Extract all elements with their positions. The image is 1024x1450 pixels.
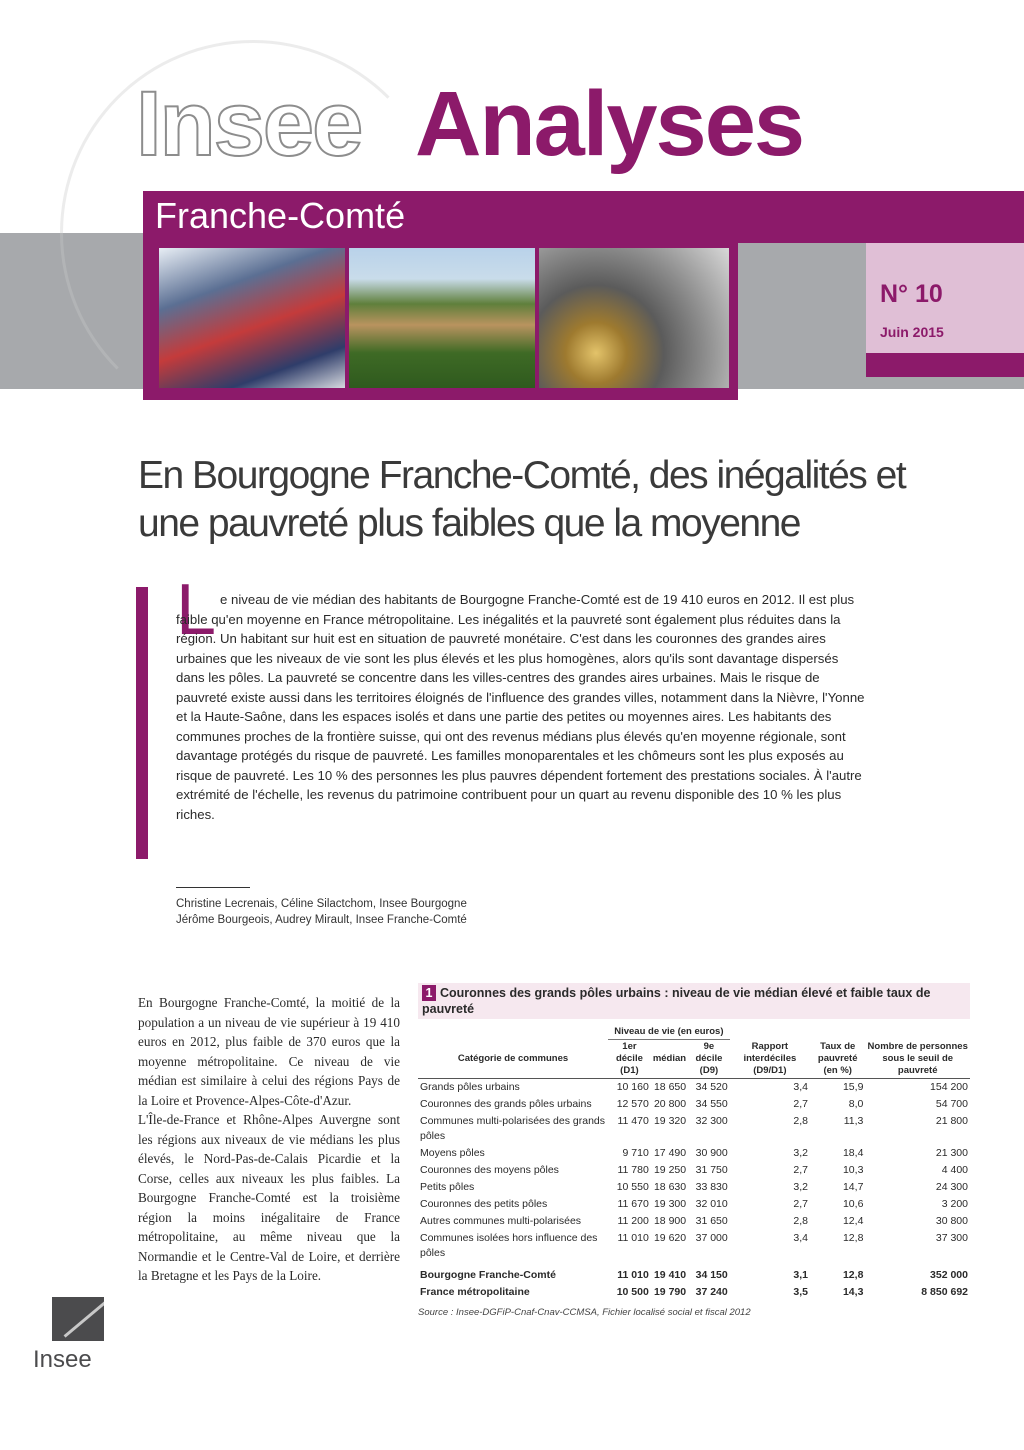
table-cell-d9: 34 550 — [695, 1098, 728, 1110]
table-row — [418, 1162, 970, 1179]
table-cell-cat: Couronnes des grands pôles urbains — [420, 1098, 592, 1110]
table-cell-cat: Communes isolées hors influence des pôles — [420, 1232, 598, 1259]
lead-drop-cap: L — [176, 570, 217, 650]
table-cell-rate: 18,4 — [842, 1147, 864, 1159]
table-cell-med: 19 790 — [653, 1286, 687, 1298]
table-cell-cat: Petits pôles — [420, 1181, 475, 1193]
issue-date: Juin 2015 — [880, 324, 944, 340]
table-cell-count: 21 800 — [935, 1115, 968, 1127]
table-cell-cat: Autres communes multi-polarisées — [420, 1215, 582, 1227]
table-number: 1 — [422, 985, 436, 1001]
table-cell-count: 30 800 — [935, 1215, 968, 1227]
table-cell-count: 21 300 — [935, 1147, 968, 1159]
table-cell-count: 37 300 — [935, 1232, 968, 1244]
table-cell-med: 19 320 — [653, 1115, 687, 1127]
col-rate — [810, 1040, 865, 1079]
table-cell-rate: 12,4 — [842, 1215, 864, 1227]
table-cell-ratio: 2,8 — [793, 1115, 808, 1127]
table-cell-cat: Moyens pôles — [420, 1147, 485, 1159]
page-title: En Bourgogne Franche-Comté, des inégalités et une pauvreté plus faibles que la moyenne — [138, 454, 906, 545]
table-cell-med: 19 250 — [653, 1164, 687, 1176]
table-row — [418, 1196, 970, 1213]
body-paragraph-2: L'Île-de-France et Rhône-Alpes Auvergne sont les régions aux niveaux de vie médians les plus élevés, le Nord-Pas-de-Calais Picardie et la Corse, celles aux niveaux les plus faibles. La Bourgogne Franche-Comté est la troisième région la moins inégalitaire de France métropolitaine, au même niveau que la Normandie et le Centre-Val de Loire, et derrière la Bretagne et les Pays de la Loire. — [138, 1112, 400, 1283]
table-cell-med: 17 490 — [653, 1147, 687, 1159]
table-row — [418, 1262, 970, 1284]
table-cell-cat: Communes multi-polarisées des grands pôles — [420, 1115, 605, 1142]
table-cell-d9: 34 150 — [695, 1269, 728, 1281]
authors-line-1: Christine Lecrenais, Céline Silactchom, Insee Bourgogne — [176, 898, 467, 910]
table-cell-d9: 32 010 — [695, 1198, 728, 1210]
table-cell-rate: 14,7 — [842, 1181, 864, 1193]
photo-children-winter — [159, 248, 345, 388]
col-rate-unit: (en %) — [823, 1064, 852, 1076]
photo-machining — [539, 248, 729, 388]
data-table — [418, 1025, 970, 1301]
table-title — [418, 983, 970, 1019]
table-cell-count: 154 200 — [930, 1081, 968, 1093]
table-cell-rate: 10,6 — [842, 1198, 864, 1210]
table-cell-d1: 9 710 — [622, 1147, 649, 1159]
table-cell-ratio: 2,7 — [793, 1198, 808, 1210]
col-ratio: Rapport interdéciles (D9/D1) — [730, 1040, 810, 1079]
table-source: Source : Insee-DGFiP-Cnaf-Cnav-CCMSA, Fichier localisé social et fiscal 2012 — [418, 1307, 751, 1318]
table-cell-med: 19 300 — [653, 1198, 687, 1210]
table-group-header: Niveau de vie (en euros) — [608, 1025, 730, 1040]
table-cell-cat: Grands pôles urbains — [420, 1081, 520, 1093]
col-d1: 1er décile (D1) — [608, 1040, 651, 1079]
table-cell-ratio: 3,5 — [793, 1286, 808, 1298]
table-row — [418, 1230, 970, 1262]
table-row — [418, 1284, 970, 1301]
col-d9: 9e décile (D9) — [688, 1040, 730, 1079]
table-cell-d9: 37 000 — [695, 1232, 728, 1244]
col-category: Catégorie de communes — [418, 1040, 608, 1079]
table-cell-d9: 37 240 — [695, 1286, 728, 1298]
issue-strip — [866, 353, 1024, 377]
table-cell-d1: 11 010 — [617, 1269, 649, 1281]
table-row — [418, 1213, 970, 1230]
col-rate-label: Taux de pauvreté — [817, 1040, 858, 1064]
table-cell-d9: 31 650 — [695, 1215, 728, 1227]
table-cell-count: 352 000 — [930, 1269, 968, 1281]
table-row — [418, 1096, 970, 1113]
table-cell-ratio: 2,7 — [793, 1164, 808, 1176]
table-cell-ratio: 3,4 — [793, 1081, 808, 1093]
table-cell-ratio: 2,8 — [793, 1215, 808, 1227]
table-cell-d1: 12 570 — [616, 1098, 649, 1110]
table-cell-d9: 33 830 — [695, 1181, 728, 1193]
table-row — [418, 1113, 970, 1145]
insee-logo-text: Insee — [33, 1346, 92, 1373]
table-cell-ratio: 3,2 — [793, 1147, 808, 1159]
lead-accent-bar — [136, 587, 148, 859]
table-cell-cat: Couronnes des moyens pôles — [420, 1164, 559, 1176]
table-cell-med: 18 650 — [653, 1081, 687, 1093]
table-cell-d1: 10 160 — [616, 1081, 649, 1093]
table-cell-d9: 30 900 — [695, 1147, 728, 1159]
logo-analyses-text: Analyses — [415, 73, 804, 175]
authors-line-2: Jérôme Bourgeois, Audrey Mirault, Insee Franche-Comté — [176, 914, 467, 926]
table-cell-ratio: 2,7 — [793, 1098, 808, 1110]
table-body — [418, 1079, 970, 1302]
table-cell-count: 8 850 692 — [921, 1286, 968, 1298]
table-cell-med: 20 800 — [653, 1098, 687, 1110]
insee-logo-mark — [52, 1297, 104, 1341]
table-cell-cat: France métropolitaine — [420, 1286, 530, 1298]
table-cell-d1: 11 470 — [617, 1115, 649, 1127]
region-title: Franche-Comté — [155, 195, 406, 236]
table-cell-d1: 10 500 — [616, 1286, 649, 1298]
table-cell-count: 54 700 — [935, 1098, 968, 1110]
table-cell-d1: 11 010 — [617, 1232, 649, 1244]
table-figure — [418, 983, 970, 1318]
issue-number: N° 10 — [880, 280, 943, 308]
table-cell-rate: 12,8 — [842, 1232, 864, 1244]
table-cell-count: 24 300 — [935, 1181, 968, 1193]
lead-paragraph: e niveau de vie médian des habitants de Bourgogne Franche-Comté est de 19 410 euros en 2012. Il est plus faible qu'en moyenne en France métropolitaine. Les inégalités et la pauvreté sont également plus réduites dans la région. Un habitant sur huit est en situation de pauvreté monétaire. C'est dans les couronnes des grandes aires urbaines que les niveaux de vie sont les plus élevés et les plus homogènes, alors qu'ils sont davantage dispersés dans les pôles. La pauvreté se concentre dans les villes-centres des grandes aires urbaines. Mais le risque de pauvreté existe aussi dans les territoires éloignés de l'influence des grandes villes, notamment dans la Nièvre, l'Yonne et la Haute-Saône, dans les espaces isolés et dans une partie des petites ou moyennes aires. Les habitants des communes proches de la frontière suisse, qui ont des revenus médians plus élevés qu'en moyenne régionale, sont davantage protégés du risque de pauvreté. Les familles monoparentales et les chômeurs sont les plus exposés au risque de pauvreté. Les 10 % des personnes les plus pauvres dépendent fortement des prestations sociales. À l'autre extrémité de l'échelle, les revenus du patrimoine contribuent pour un quart au revenu disponible des 10 % les plus riches. — [176, 592, 865, 822]
table-cell-rate: 12,8 — [842, 1269, 864, 1281]
logo-insee-text: Insee — [136, 73, 362, 175]
table-cell-d1: 11 780 — [617, 1164, 649, 1176]
table-cell-ratio: 3,1 — [793, 1269, 808, 1281]
table-cell-med: 19 410 — [653, 1269, 687, 1281]
table-cell-rate: 14,3 — [842, 1286, 864, 1298]
table-cell-d1: 11 670 — [617, 1198, 649, 1210]
table-cell-rate: 11,3 — [843, 1115, 864, 1127]
body-column — [138, 993, 400, 1286]
col-median: médian — [651, 1040, 688, 1079]
table-cell-rate: 8,0 — [848, 1098, 864, 1110]
table-cell-ratio: 3,4 — [793, 1232, 808, 1244]
table-cell-count: 3 200 — [941, 1198, 968, 1210]
table-cell-d1: 11 200 — [617, 1215, 649, 1227]
table-cell-ratio: 3,2 — [793, 1181, 808, 1193]
table-cell-d9: 31 750 — [695, 1164, 728, 1176]
authors-divider — [176, 887, 250, 888]
table-cell-med: 19 620 — [653, 1232, 687, 1244]
photo-village-landscape — [349, 248, 535, 388]
table-row — [418, 1079, 970, 1097]
table-row — [418, 1179, 970, 1196]
table-cell-d9: 34 520 — [695, 1081, 728, 1093]
table-cell-cat: Couronnes des petits pôles — [420, 1198, 548, 1210]
table-row — [418, 1145, 970, 1162]
table-cell-count: 4 400 — [941, 1164, 968, 1176]
table-cell-cat: Bourgogne Franche-Comté — [420, 1269, 556, 1281]
col-count: Nombre de personnes sous le seuil de pauvreté — [865, 1040, 970, 1079]
table-cell-med: 18 630 — [653, 1181, 687, 1193]
table-cell-d1: 10 550 — [616, 1181, 649, 1193]
authors — [176, 896, 467, 928]
table-cell-med: 18 900 — [653, 1215, 687, 1227]
table-title-text: Couronnes des grands pôles urbains : niveau de vie médian élevé et faible taux de pauvreté — [422, 986, 931, 1016]
table-cell-rate: 10,3 — [842, 1164, 864, 1176]
table-cell-d9: 32 300 — [695, 1115, 728, 1127]
table-cell-rate: 15,9 — [842, 1081, 864, 1093]
body-paragraph-1: En Bourgogne Franche-Comté, la moitié de la population a un niveau de vie supérieur à 19 410 euros en 2012, plus faible de 370 euros que la moyenne métropolitaine. Ce niveau de vie médian est similaire à celui des régions Pays de la Loire et Provence-Alpes-Côte-d'Azur. — [138, 995, 400, 1108]
